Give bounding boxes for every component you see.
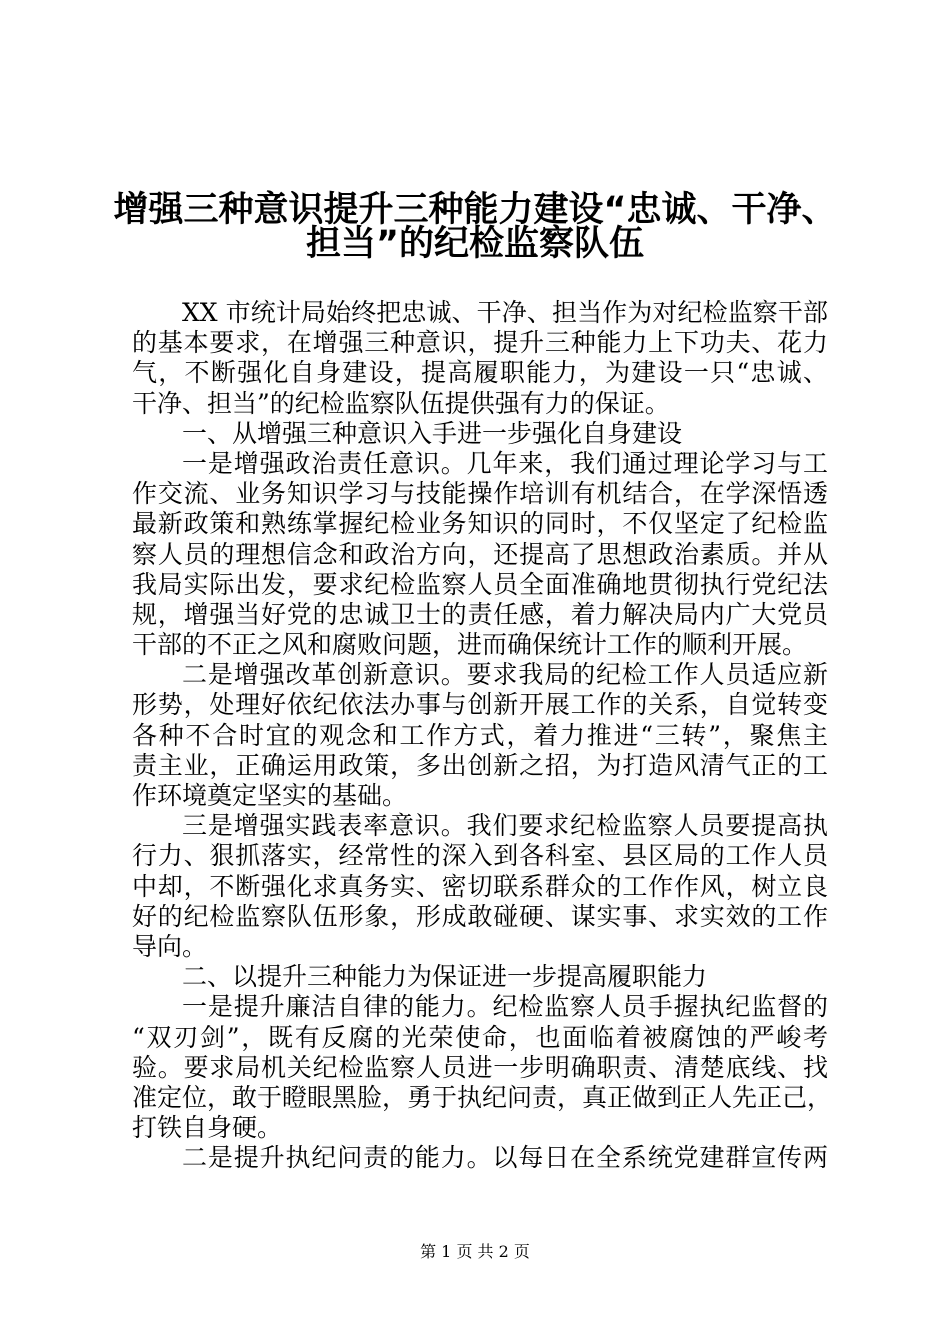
body-line: 二是增强改革创新意识。要求我局的纪检工作人员适应新 [182, 660, 828, 690]
body-line: 行力、狠抓落实，经常性的深入到各科室、县区局的工作人员 [132, 841, 828, 871]
document-title-line-2: 担当”的纪检监察队伍 [305, 224, 644, 264]
body-line: 规，增强当好党的忠诚卫士的责任感，着力解决局内广大党员 [132, 599, 828, 629]
body-line: 形势，处理好依纪依法办事与创新开展工作的关系，自觉转变 [132, 690, 828, 720]
document-title-line-1: 增强三种意识提升三种能力建设“忠诚、干净、 [113, 190, 837, 230]
body-line: 一是提升廉洁自律的能力。纪检监察人员手握执纪监督的 [182, 992, 828, 1022]
body-line: 准定位，敢于瞪眼黑脸，勇于执纪问责，真正做到正人先正己， [132, 1082, 833, 1112]
body-line: 三是增强实践表率意识。我们要求纪检监察人员要提高执 [182, 811, 828, 841]
body-line: 干部的不正之风和腐败问题，进而确保统计工作的顺利开展。 [132, 630, 808, 660]
body-line: 好的纪检监察队伍形象，形成敢碰硬、谋实事、求实效的工作 [132, 901, 828, 931]
body-line: “双刃剑”，既有反腐的光荣使命，也面临着被腐蚀的严峻考 [132, 1022, 828, 1052]
body-line: 一是增强政治责任意识。几年来，我们通过理论学习与工 [182, 448, 828, 478]
body-line: 作交流、业务知识学习与技能操作培训有机结合，在学深悟透 [132, 479, 828, 509]
body-line: 最新政策和熟练掌握纪检业务知识的同时，不仅坚定了纪检监 [132, 509, 828, 539]
body-line: 我局实际出发，要求纪检监察人员全面准确地贯彻执行党纪法 [132, 569, 828, 599]
body-line: 中却，不断强化求真务实、密切联系群众的工作作风，树立良 [132, 871, 828, 901]
body-line: 干净、担当”的纪检监察队伍提供强有力的保证。 [132, 388, 670, 418]
body-line: 导向。 [132, 931, 208, 961]
section-heading: 二、以提升三种能力为保证进一步提高履职能力 [182, 962, 708, 992]
body-line: 各种不合时宜的观念和工作方式，着力推进“三转”，聚焦主 [132, 720, 828, 750]
body-line: 气，不断强化自身建设，提高履职能力，为建设一只“忠诚、 [132, 358, 828, 388]
body-line: 打铁自身硬。 [132, 1113, 283, 1143]
body-line: 作环境奠定坚实的基础。 [132, 781, 408, 810]
section-heading: 一、从增强三种意识入手进一步强化自身建设 [182, 418, 683, 448]
document-body [132, 298, 833, 1173]
body-line: 察人员的理想信念和政治方向，还提高了思想政治素质。并从 [132, 539, 828, 569]
body-line: 的基本要求，在增强三种意识，提升三种能力上下功夫、花力 [132, 328, 828, 358]
body-line: 责主业，正确运用政策，多出创新之招，为打造风清气正的工 [132, 750, 828, 780]
page-number-footer: 第 1 页 共 2 页 [420, 1242, 530, 1261]
body-line: 二是提升执纪问责的能力。以每日在全系统党建群宣传两 [182, 1143, 828, 1173]
body-line: XX 市统计局始终把忠诚、干净、担当作为对纪检监察干部 [182, 298, 828, 327]
body-line: 验。要求局机关纪检监察人员进一步明确职责、清楚底线、找 [132, 1052, 828, 1082]
